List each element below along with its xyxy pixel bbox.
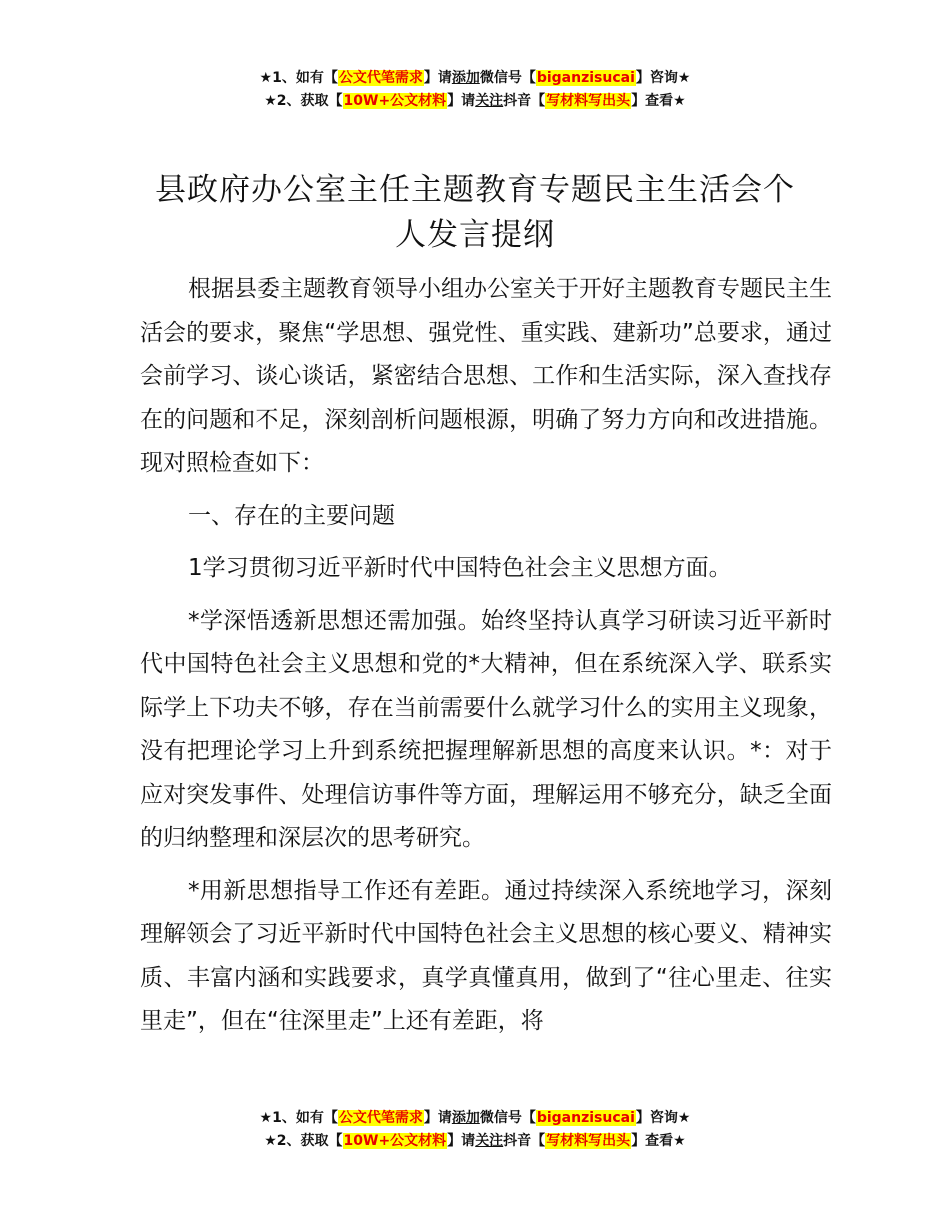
intro-paragraph: 根据县委主题教育领导小组办公室关于开好主题教育专题民主生活会的要求，聚焦“学思想、强党性、重实践、建新功”总要求，通过会前学习、谈心谈话，紧密结合思想、工作和生活实际，深入查找存在的问题和不足，深刻剖析问题根源，明确了努力方向和改进措施。现对照检查如下： [140, 276, 832, 476]
banner-highlight-tag: 公文代笔需求 [338, 1110, 423, 1126]
footer-banner-line-1 [0, 1107, 950, 1130]
banner-action-word: 添加 [451, 70, 480, 86]
banner-text: 】咨询★ [635, 1110, 691, 1126]
banner-text: 微信号【 [479, 1110, 536, 1126]
banner-text: ★1、如有【 [259, 1110, 338, 1126]
footer-banner-line-2 [0, 1130, 950, 1153]
banner-text: 】查看★ [631, 93, 686, 109]
footer-banner [0, 1107, 950, 1153]
banner-text: 】请 [447, 1133, 476, 1149]
banner-text: ★2、获取【 [264, 93, 343, 109]
banner-highlight-tag: 10W+公文材料 [343, 1133, 447, 1149]
document-body [140, 268, 832, 1053]
banner-highlight-tag: biganzisucai [536, 70, 635, 86]
banner-text: 】请 [447, 93, 476, 109]
subsection-heading: 1学习贯彻习近平新时代中国特色社会主义思想方面。 [188, 555, 732, 581]
body-paragraph: *学深悟透新思想还需加强。始终坚持认真学习研读习近平新时代中国特色社会主义思想和党的*大精神，但在系统深入学、联系实际学上下功夫不够，存在当前需要什么就学习什么的实用主义现象，没有把理论学习上升到系统把握理解新思想的高度来认识。*：对于应对突发事件、处理信访事件等方面，理解运用不够充分，缺乏全面的归纳整理和深层次的思考研究。 [140, 607, 832, 851]
banner-text: ★1、如有【 [259, 70, 338, 86]
banner-action-word: 关注 [475, 1133, 504, 1149]
banner-highlight-tag: 写材料写出头 [546, 1133, 631, 1149]
banner-highlight-tag: 公文代笔需求 [338, 70, 423, 86]
banner-text: 】请 [423, 70, 452, 86]
banner-text: 】查看★ [631, 1133, 686, 1149]
banner-highlight-tag: 10W+公文材料 [343, 93, 447, 109]
banner-text: 抖音【 [503, 93, 546, 109]
banner-highlight-tag: biganzisucai [536, 1110, 635, 1126]
banner-text: 抖音【 [503, 1133, 546, 1149]
banner-text: 】咨询★ [635, 70, 691, 86]
header-banner [0, 67, 950, 113]
body-paragraph: *用新思想指导工作还有差距。通过持续深入系统地学习，深刻理解领会了习近平新时代中国特色社会主义思想的核心要义、精神实质、丰富内涵和实践要求，真学真懂真用，做到了“往心里走、往实里走”，但在“往深里走”上还有差距，将 [140, 877, 832, 1034]
banner-text: 】请 [423, 1110, 452, 1126]
banner-action-word: 关注 [475, 93, 504, 109]
banner-highlight-tag: 写材料写出头 [546, 93, 631, 109]
banner-action-word: 添加 [451, 1110, 480, 1126]
banner-text: 微信号【 [479, 70, 536, 86]
banner-text: ★2、获取【 [264, 1133, 343, 1149]
header-banner-line-2 [0, 90, 950, 113]
document-title: 县政府办公室主任主题教育专题民主生活会个人发言提纲 [155, 172, 795, 253]
header-banner-line-1 [0, 67, 950, 90]
section-heading: 一、存在的主要问题 [188, 502, 395, 529]
